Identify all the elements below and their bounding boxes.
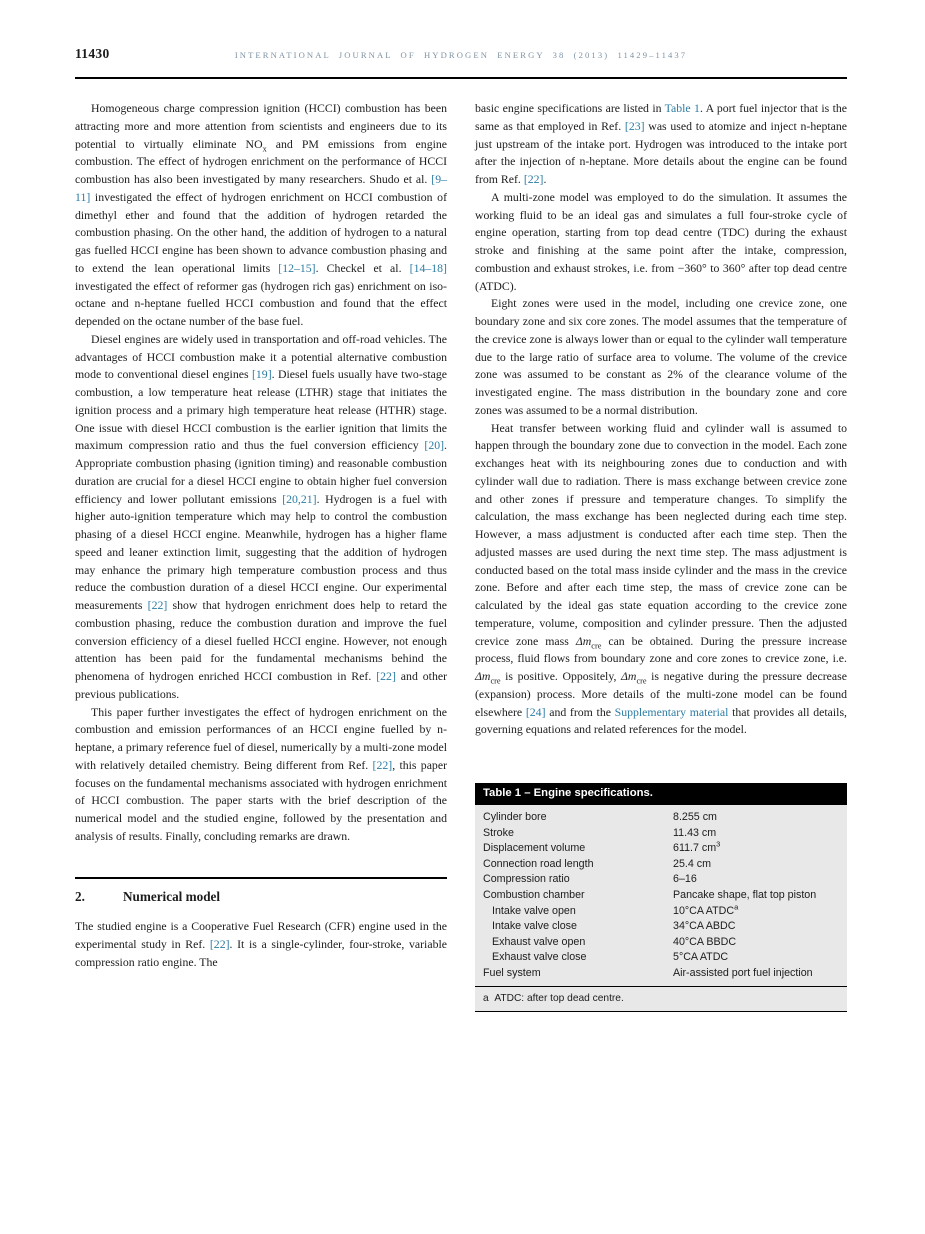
section-heading-numerical-model (75, 877, 447, 906)
citation-link[interactable]: [22] (523, 172, 544, 186)
text-span: cre (591, 640, 602, 650)
citation-link[interactable]: [22] (209, 937, 230, 951)
spec-label: Combustion chamber (483, 888, 585, 901)
table-footnote: a ATDC: after top dead centre. (475, 986, 847, 1012)
table-row (475, 950, 847, 966)
table-row (475, 826, 847, 842)
section-number: 2. (75, 888, 85, 904)
paragraph-intro-hcci: Homogeneous charge compression ignition (HCCI) combustion has been attracting more and more attention from scientists and engineers due to its potential to virtually eliminate $NO_x$ and PM emissions from engine combustion. The effect of hydrogen enrichment on the performance of HCCI combustion has also been investigated by many researchers. Shudo et al. [9–11] investigated the effect of hydrogen enrichment on HCCI combustion of dimethyl ether and found that the addition of hydrogen retarded the combustion phasing. On the other hand, the addition of hydrogen to a natural gas fuelled HCCI engine has been shown to advance combustion phasing and to extend the lean operational limits [12–15]. Checkel et al. [14–18] investigated the effect of reformer gas (hydrogen rich gas) enrichment on iso-octane and n-heptane fuelled HCCI combustion and found that the effect depended on the octane number of the base fuel. (75, 101, 447, 328)
paragraph-diesel-hcci: Diesel engines are widely used in transportation and off-road vehicles. The advantages of HCCI combustion make it a potential alternative combustion mode to conventional diesel engines [19]. Diesel fuels usually have two-stage combustion, a low temperature heat release (LTHR) stage that initiates the ignition process and a primary high temperature heat release (HTHR) stage. One issue with diesel HCCI combustion is the earlier ignition that limits the maximum compression ratio and thus the fuel conversion efficiency [20]. Appropriate combustion phasing (ignition timing) and reasonable combustion duration are crucial for a diesel HCCI engine to obtain higher fuel conversion efficiency and lower pollutant emissions [20,21]. Hydrogen is a fuel with higher auto-ignition temperature which may help to control the combustion phasing of a diesel HCCI engine. Meanwhile, hydrogen has a higher flame speed and leaner extinction limit, suggesting that the addition of hydrogen may enhance the primary high temperature combustion process and thus reduce the combustion duration of a diesel HCCI engine. Our experimental measurements [22] show that hydrogen enrichment does help to retard the combustion phasing, reduce the combustion duration and improve the fuel conversion efficiency of a diesel fuelled HCCI engine. However, not enough attention has been paid for the fundamental mechanisms behind the phenomena of hydrogen enriched HCCI combustion in Ref. [22] and other previous publications. (75, 331, 448, 701)
table-row (475, 810, 847, 826)
spec-label: Exhaust valve open (492, 935, 586, 948)
spec-label: Connection road length (483, 857, 594, 870)
text-span: 3 (716, 839, 721, 849)
table-row (475, 857, 847, 873)
spec-value: 8.255 cm (673, 811, 717, 823)
citation-link[interactable]: [19] (251, 367, 272, 382)
engine-specifications-table (475, 783, 847, 1012)
paragraph-studied-engine: The studied engine is a Cooperative Fuel Research (CFR) engine used in the experimental study in Ref. [22]. It is a single-cylinder, four-stroke, variable compression ratio engine. The (75, 919, 447, 969)
text-span: Δm (475, 669, 491, 683)
paragraph-eight-zones: Eight zones were used in the model, including one crevice zone, one boundary zone and six core zones. The model assumes that the temperature of the crevice zone is always lower than or equal to the cylinder wall temperature due to the large ratio of surface area to volume. The volume of the crevice zone was assumed to be constant as 2% of the clearance volume of the investigated engine. The mass distribution in the boundary zone and core zones was assumed to be a normal distribution. (475, 296, 847, 417)
spec-value: 11.43 cm (673, 826, 717, 839)
citation-link[interactable]: [9–11] (75, 172, 447, 204)
spec-value: 5°CA ATDC (673, 951, 729, 964)
spec-label: Cylinder bore (483, 811, 547, 823)
citation-link[interactable]: [20,21] (282, 491, 317, 506)
paragraph-heat-transfer: Heat transfer between working fluid and cylinder wall is assumed to happen through the boundary zone due to convection in the model. Each zone exchanges heat with its neighbouring zones due to conduction and with cylinder wall due to radiation. There is mass exchange between crevice zone and other zones if pressure and temperature changes. To simplify the calculation, the mass exchange has been neglected during each time step. However, a mass adjustment is conducted after each time step. Then the adjusted masses are used during the next time step. The mass adjustment is conducted based on the total mass inside cylinder and the mass in the crevice zone. Before and after each time step, the mass of crevice zone can be calculated by the ideal gas state equation according to the crevice zone temperature, volume, composition and cylinder pressure. Then the adjusted crevice zone mass $\Delta m_{cre}$ can be obtained. During the pressure increase process, fluid flows from boundary zone and core zones to crevice zone, i.e. $\Delta m_{cre}$ is positive. Oppositely, $\Delta m_{cre}$ is negative during the pressure decrease (expansion) process. More details of the multi-zone model can be found elsewhere [24] and from the Supplementary material that provides all details, governing equations and related references for the model. (475, 420, 848, 737)
text-span: a (734, 902, 739, 911)
table-row (475, 904, 847, 920)
spec-label: Intake valve open (492, 904, 576, 917)
table-row (475, 841, 847, 857)
journal-running-head: INTERNATIONAL JOURNAL OF HYDROGEN ENERGY 38 (2013) 11429–11437 (234, 50, 688, 60)
citation-link[interactable]: [23] (624, 118, 645, 133)
text-span: Δm (575, 633, 592, 648)
spec-label: Intake valve close (492, 920, 577, 933)
text-span: x (262, 143, 267, 153)
left-column (75, 100, 447, 972)
spec-value: 611.7 $cm^3$ (673, 839, 721, 855)
spec-label: Fuel system (483, 966, 541, 979)
spec-value: Air-assisted port fuel injection (673, 966, 813, 979)
spec-value: 40°CA BBDC (673, 935, 737, 948)
table-title: Table 1 – Engine specifications. (475, 783, 847, 805)
table-body (475, 805, 847, 986)
table-1-link[interactable]: Table 1 (664, 101, 700, 115)
spec-value: 10°CA ATDC$^a$ (673, 902, 739, 917)
section-title: Numerical model (123, 888, 221, 904)
citation-link[interactable]: [22] (376, 669, 396, 683)
paragraph-multizone-model: A multi-zone model was employed to do the simulation. It assumes the working fluid to be an ideal gas and simulates a full four-stroke cycle of engine operation, starting from top dead centre (TDC) during the exhaust stroke and finishing at the same point after the intake, compression, combustion and exhaust strokes, i.e. from −360° to 360° after top dead centre (ATDC). (475, 189, 847, 293)
right-column (475, 100, 847, 1012)
text-span: Δm (621, 669, 637, 683)
text-span: cre (636, 676, 647, 686)
citation-link[interactable]: [24] (525, 704, 546, 719)
page-number: 11430 (75, 46, 110, 61)
citation-link[interactable]: [12–15] (278, 260, 316, 275)
spec-value: 34°CA ABDC (673, 920, 736, 933)
table-row (475, 966, 847, 982)
spec-label: Displacement volume (483, 842, 586, 855)
spec-label: Stroke (483, 826, 514, 839)
paragraph-engine-specs: basic engine specifications are listed in Table 1. A port fuel injector that is the same as that employed in Ref. [23] was used to atomize and inject n-heptane just upstream of the intake port. Hydrogen was introduced to the intake port after the injection of n-heptane. More details about the engine can be found from Ref. [22]. (475, 101, 847, 186)
spec-label: Compression ratio (483, 873, 570, 886)
spec-value: Pancake shape, flat top piston (673, 888, 817, 901)
page-header (75, 46, 847, 68)
spec-label: Exhaust valve close (492, 951, 587, 964)
table-row (475, 872, 847, 888)
text-span: cre (490, 676, 501, 686)
citation-link[interactable]: [22] (372, 757, 393, 772)
header-rule (75, 77, 847, 79)
paragraph-paper-scope: This paper further investigates the effect of hydrogen enrichment on the combustion and emission performances of an HCCI engine fuelled by n-heptane, a primary reference fuel of diesel, numerically by a multi-zone model with relatively detailed chemistry. Being different from Ref. [22], this paper focuses on the fundamental mechanisms associated with hydrogen enrichment of HCCI combustion. The paper starts with the brief description of the numerical model and the studied engine, followed by the presentation and analysis of results. Finally, concluding remarks are drawn. (75, 704, 447, 843)
citation-link[interactable]: [20] (424, 438, 445, 453)
spec-value: 25.4 cm (673, 857, 712, 870)
table-row (475, 935, 847, 951)
citation-link[interactable]: [14–18] (409, 260, 447, 275)
spec-value: 6–16 (673, 873, 697, 886)
table-row (475, 919, 847, 935)
supplementary-material-link[interactable]: Supplementary material (614, 704, 729, 719)
table-row (475, 888, 847, 904)
citation-link[interactable]: [22] (147, 598, 168, 612)
